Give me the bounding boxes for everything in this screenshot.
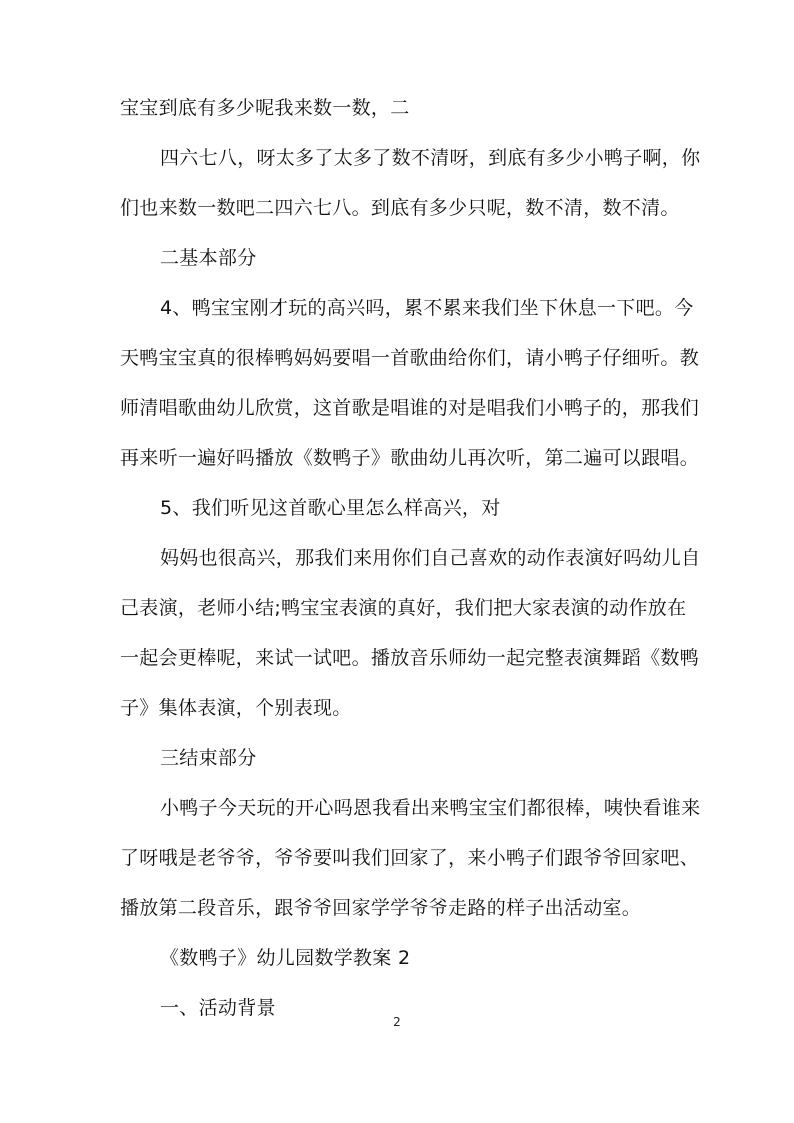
page-number: 2 bbox=[393, 1015, 401, 1029]
text-line: 再来听一遍好吗播放《数鸭子》歌曲幼儿再次听，第二遍可以跟唱。 bbox=[120, 447, 700, 469]
text-line: 天鸭宝宝真的很棒鸭妈妈要唱一首歌曲给你们，请小鸭子仔细听。教 bbox=[120, 347, 700, 369]
text-line: 己表演，老师小结;鸭宝宝表演的真好，我们把大家表演的动作放在 bbox=[120, 597, 687, 619]
text-line: 5、我们听见这首歌心里怎么样高兴，对 bbox=[160, 497, 501, 519]
text-line: 四六七八，呀太多了太多了数不清呀，到底有多少小鸭子啊，你 bbox=[160, 147, 701, 169]
text-line: 播放第二段音乐，跟爷爷回家学学爷爷走路的样子出活动室。 bbox=[120, 897, 642, 919]
text-line: 小鸭子今天玩的开心吗恩我看出来鸭宝宝们都很棒，咦快看谁来 bbox=[160, 797, 701, 819]
text-line: 一起会更棒呢，来试一试吧。播放音乐师幼一起完整表演舞蹈《数鸭 bbox=[120, 647, 700, 669]
text-line: 子》集体表演，个别表现。 bbox=[120, 697, 352, 719]
section-heading: 三结束部分 bbox=[160, 747, 257, 769]
text-line: 4、鸭宝宝刚才玩的高兴吗，累不累来我们坐下休息一下吧。今 bbox=[160, 297, 694, 319]
text-line: 师清唱歌曲幼儿欣赏，这首歌是唱谁的对是唱我们小鸭子的，那我们 bbox=[120, 397, 700, 419]
text-line: 宝宝到底有多少呢我来数一数，二 bbox=[120, 97, 410, 119]
text-line: 妈妈也很高兴，那我们来用你们自己喜欢的动作表演好吗幼儿自 bbox=[160, 547, 701, 569]
section-heading: 一、活动背景 bbox=[160, 997, 276, 1019]
section-heading: 二基本部分 bbox=[160, 247, 257, 269]
text-line: 们也来数一数吧二四六七八。到底有多少只呢，数不清，数不清。 bbox=[120, 197, 680, 219]
text-line: 了呀哦是老爷爷，爷爷要叫我们回家了，来小鸭子们跟爷爷回家吧、 bbox=[120, 847, 700, 869]
document-title: 《数鸭子》幼儿园数学教案 2 bbox=[160, 947, 411, 969]
